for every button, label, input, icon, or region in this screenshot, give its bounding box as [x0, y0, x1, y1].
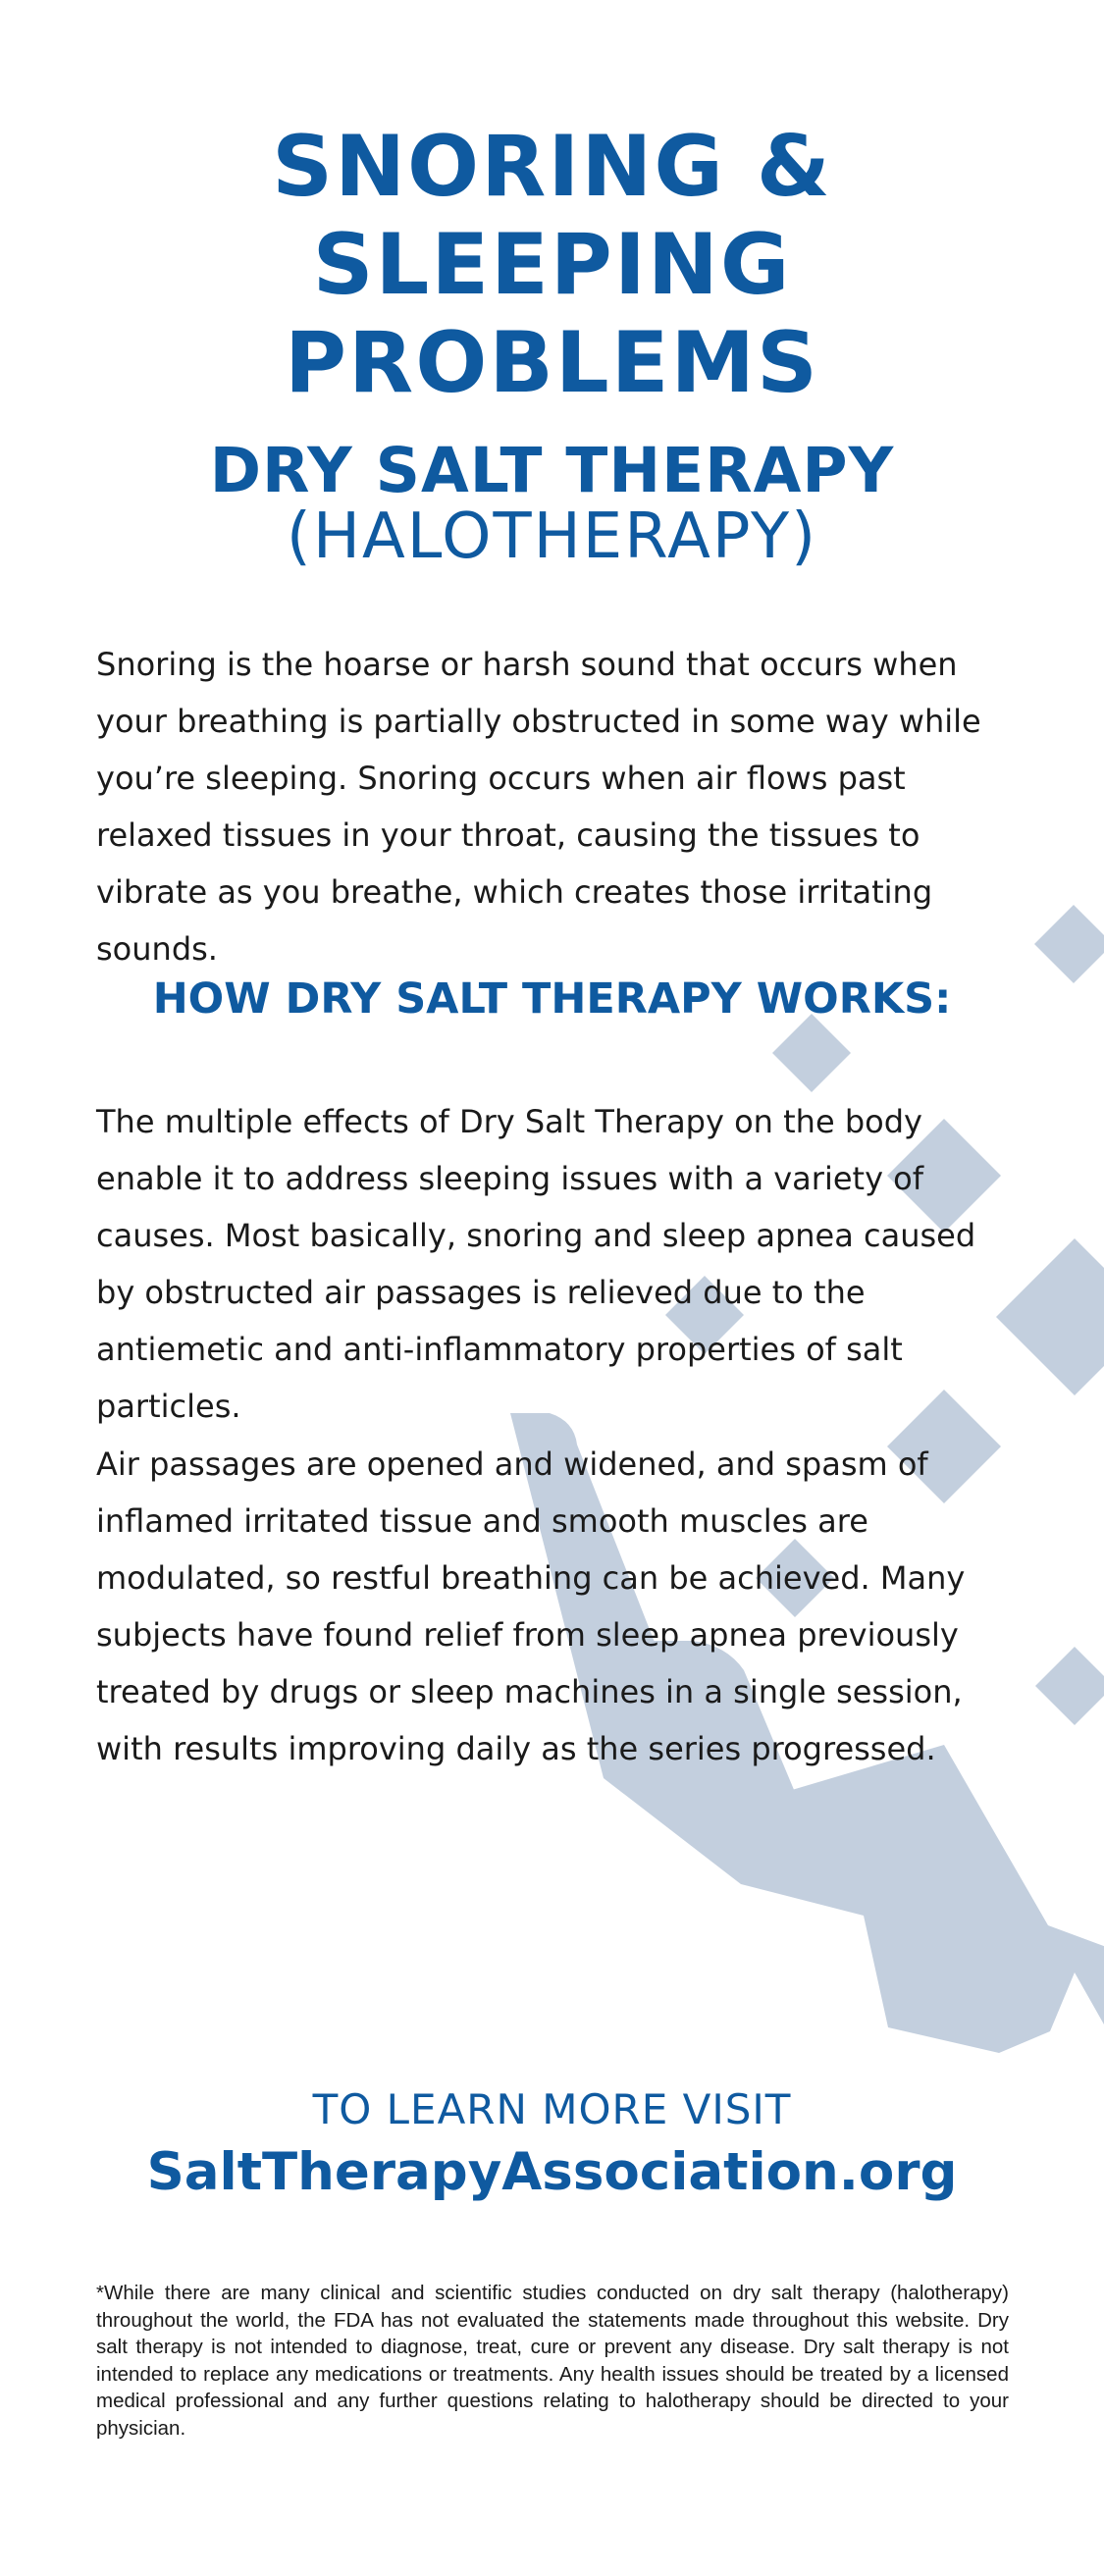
title-line: PROBLEMS	[285, 314, 819, 412]
section-paragraph-2: Air passages are opened and widened, and spasm of inflamed irritated tissue and smooth muscles are modulated, so restful breathing can be achieved. Many subjects have found relief from sleep apnea previously treated by drugs or sleep machines in a single session, with results improving daily as the series progressed.	[96, 1446, 966, 1767]
page-title	[0, 118, 1104, 412]
intro-paragraph: Snoring is the hoarse or harsh sound that occurs when your breathing is partially obstructed in some way while you’re sleeping. Snoring occurs when air flows past relaxed tissues in your throat, causing the tissues to vibrate as you breathe, which creates those irritating sounds.	[96, 646, 981, 968]
website-link[interactable]: SaltTherapyAssociation.org	[146, 2142, 958, 2202]
title-line: SLEEPING	[312, 216, 792, 314]
section-paragraph-1: The multiple effects of Dry Salt Therapy on the body enable it to address sleeping issues with a variety of causes. Most basically, snoring and sleep apnea caused by obstructed air passages is relieved due to the antiemetic and anti-inflammatory properties of salt particles.	[96, 1103, 976, 1425]
diamond-shape	[996, 1238, 1104, 1395]
title-line: SNORING &	[272, 118, 832, 216]
subtitle: DRY SALT THERAPY	[209, 435, 895, 506]
disclaimer: *While there are many clinical and scientific studies conducted on dry salt therapy (halotherapy) throughout the world, the FDA has not evaluated the statements made throughout this website. Dry salt therapy is not intended to diagnose, treat, cure or prevent any disease. Dry salt therapy is not intended to replace any medications or treatments. Any health issues should be treated by a licensed medical professional and any further questions relating to halotherapy should be directed to your physician.	[96, 2282, 1009, 2440]
subtitle-parenthetical: (HALOTHERAPY)	[286, 500, 818, 573]
learn-more-text: TO LEARN MORE VISIT	[312, 2085, 792, 2133]
section-heading: HOW DRY SALT THERAPY WORKS:	[152, 974, 952, 1024]
diamond-shape	[1035, 1647, 1104, 1725]
